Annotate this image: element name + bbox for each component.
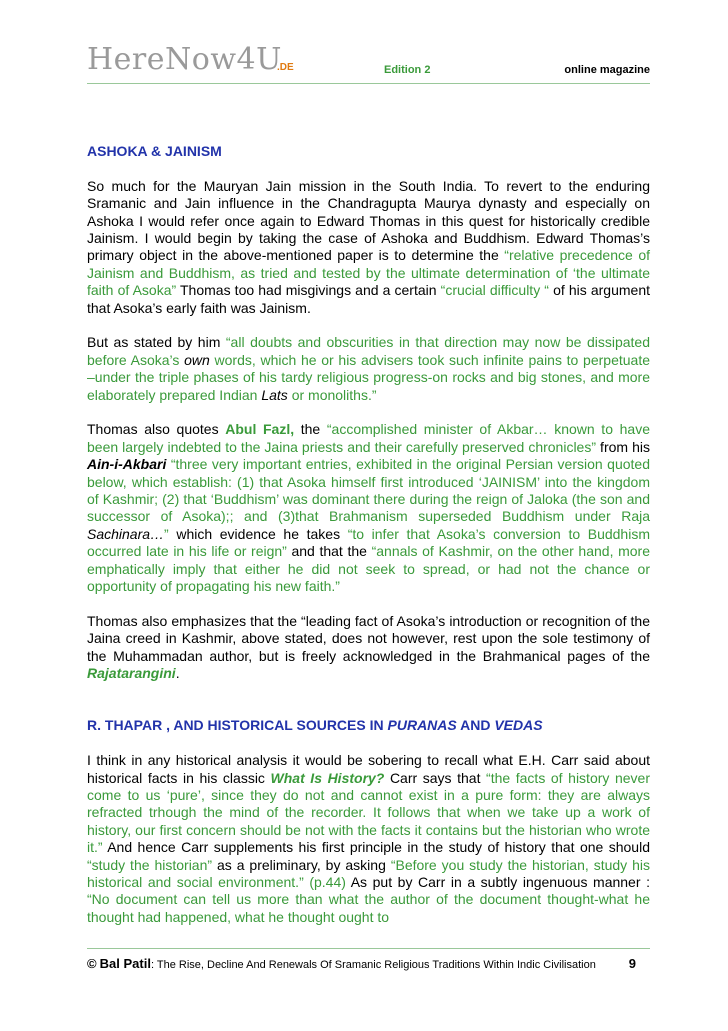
page-footer	[87, 956, 650, 971]
footer-title: : The Rise, Decline And Renewals Of Sramanic Religious Traditions Within Indic Civilisation	[150, 959, 596, 971]
logo-domain: .DE	[277, 62, 294, 73]
page-number: 9	[628, 956, 636, 971]
article-body	[87, 143, 650, 944]
footer-divider	[87, 948, 650, 949]
copyright-symbol: ©	[87, 956, 97, 971]
header-divider	[87, 83, 650, 84]
paragraph: I think in any historical analysis it would be sobering to recall what E.H. Carr said about historical facts in his classic What Is History? Carr says that “the facts of history never come to us ‘pure’, since they do not and cannot exist in a pure form: they are always refracted trhough the mind of the recorder. It follows that when we take up a work of history, our first concern should be not with the facts it contains but the historian who wrote it.” And hence Carr supplements his first principle in the study of history that one should “study the historian” as a preliminary, by asking “Before you study the historian, study his historical and social environment.” (p.44) As put by Carr in a subtly ingenuous manner : “No document can tell us more than what the author of the document thought-what he thought had happened, what he thought ought to	[87, 752, 650, 925]
spacer	[87, 700, 650, 717]
paragraph: Thomas also emphasizes that the “leading fact of Asoka’s introduction or recognition of the Jaina creed in Kashmir, above stated, does not however, rest upon the sole testimony of the Muhammadan author, but is freely acknowledged in the Brahmanical pages of the Rajatarangini.	[87, 612, 650, 682]
herenow4u-logo: HereNow4U	[87, 42, 282, 77]
paragraph: So much for the Mauryan Jain mission in the South India. To revert to the enduring Sramanic and Jain influence in the Chandragupta Maurya dynasty and especially on Ashoka I would refer once again to Edward Thomas in this quest for historically credible Jainism. I would begin by taking the case of Ashoka and Buddhism. Edward Thomas’s primary object in the above-mentioned paper is to determine the “relative precedence of Jainism and Buddhism, as tried and tested by the ultimate determination of ‘the ultimate faith of Asoka” Thomas too had misgivings and a certain “crucial difficulty “ of his argument that Asoka’s early faith was Jainism.	[87, 177, 650, 316]
paragraph: But as stated by him “all doubts and obscurities in that direction may now be dissipated before Asoka’s own words, which he or his advisers took such infinite pains to perpetuate –under the triple phases of his tardy religious progress-on rocks and big stones, and more elaborately prepared Indian Lats or monoliths.”	[87, 334, 650, 403]
footer-author: Bal Patil	[99, 956, 151, 971]
magazine-label: online magazine	[564, 64, 650, 76]
section-heading-ashoka: ASHOKA & JAINISM	[87, 143, 222, 159]
edition-label: Edition 2	[384, 64, 431, 76]
page-header	[87, 44, 650, 84]
paragraph: Thomas also quotes Abul Fazl, the “accomplished minister of Akbar… known to have been largely indebted to the Jaina priests and their carefully preserved chronicles” from his Ain-i-Akbari “three very important entries, exhibited in the original Persian version quoted below, which establish: (1) that Asoka himself first introduced ‘JAINISM’ into the kingdom of Kashmir; (2) that ‘Buddhism’ was dominant there during the reign of Jaloka (the son and successor of Asoka);; and (3)that Brahmanism superseded Buddhism under Raja Sachinara…” which evidence he takes “to infer that Asoka’s conversion to Buddhism occurred late in his life or reign” and that the “annals of Kashmir, on the other hand, more emphatically imply that either he did not seek to spread, or had not the chance or opportunity of propagating his new faith.”	[87, 421, 650, 595]
section-heading-thapar: R. THAPAR , AND HISTORICAL SOURCES IN PURANAS AND VEDAS	[87, 717, 543, 734]
